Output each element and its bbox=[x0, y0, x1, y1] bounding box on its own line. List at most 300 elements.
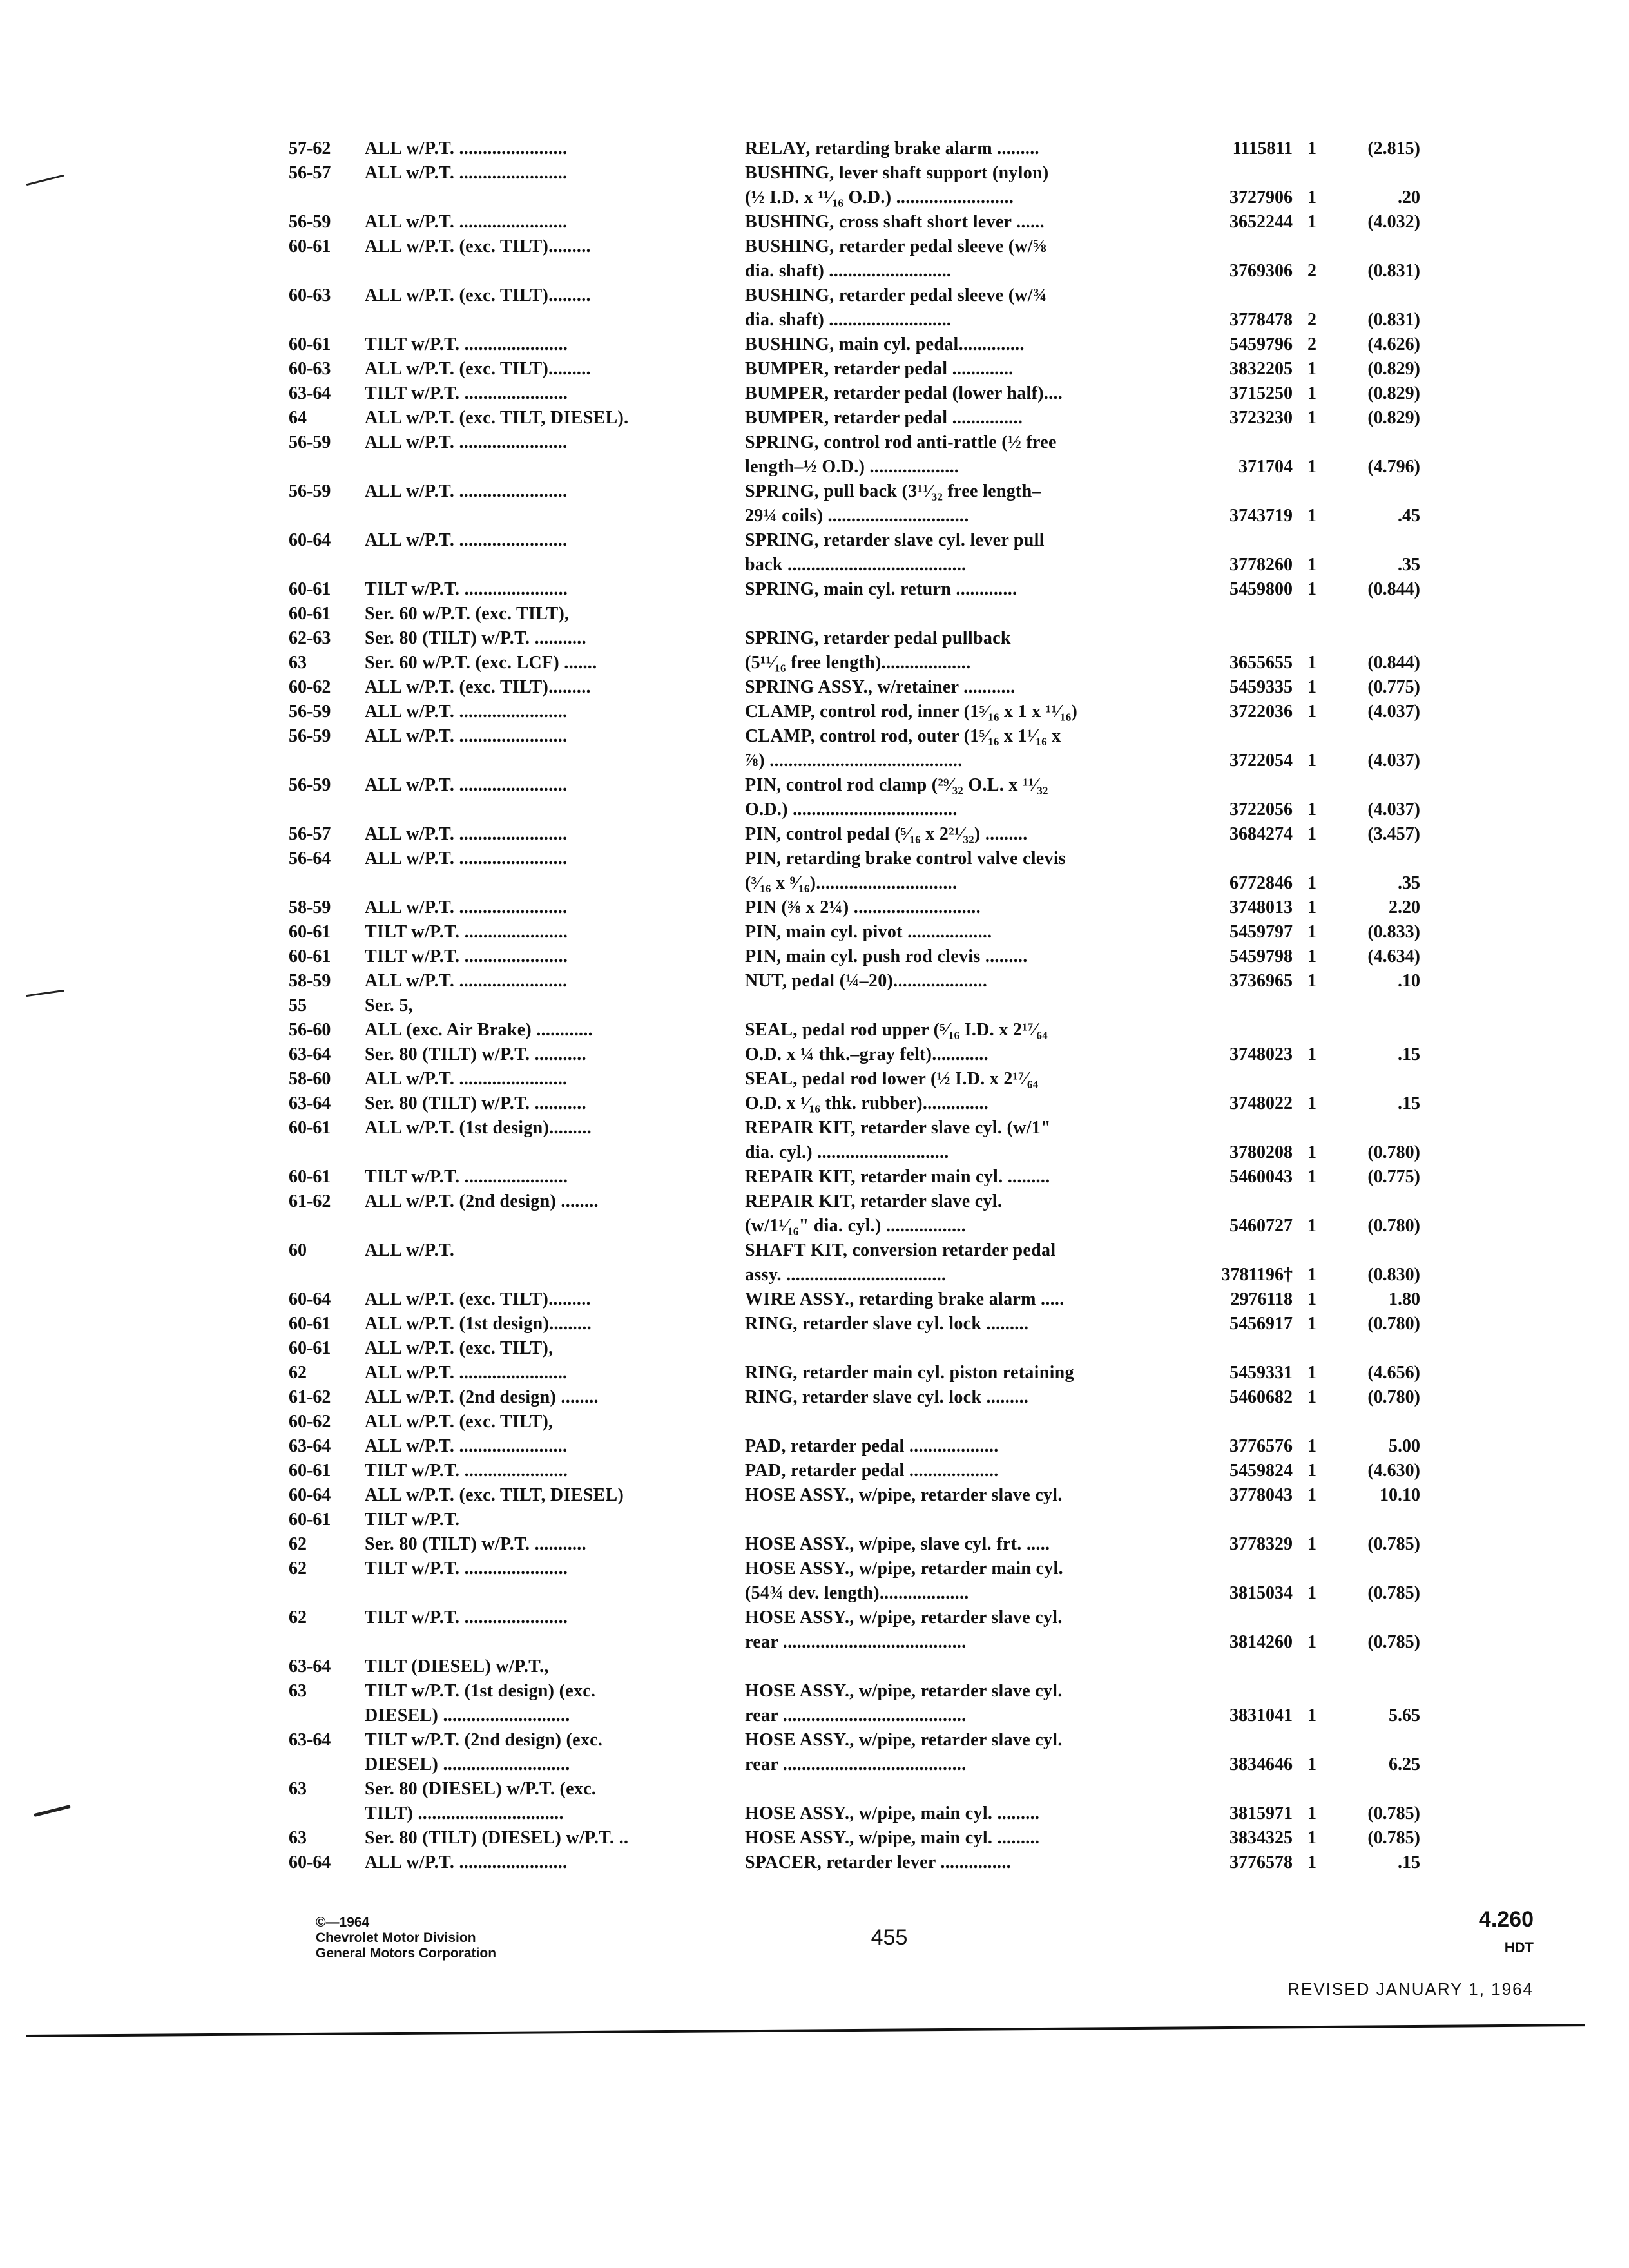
year-range: 62 bbox=[289, 1559, 307, 1579]
parts-row bbox=[289, 137, 1423, 161]
part-description: assy. .................................. bbox=[745, 1265, 947, 1285]
group-or-price: (0.780) bbox=[1367, 1216, 1420, 1236]
parts-row bbox=[289, 945, 1423, 969]
part-number: 3780208 bbox=[1229, 1142, 1293, 1162]
part-description: rear ....................................... bbox=[745, 1754, 967, 1774]
part-number: 1115811 bbox=[1232, 139, 1293, 159]
model-application: ALL w/P.T. (exc. TILT)......... bbox=[365, 677, 591, 697]
part-description: RING, retarder slave cyl. lock ......... bbox=[745, 1387, 1029, 1407]
year-range: 56-59 bbox=[289, 432, 331, 452]
parts-row-line bbox=[289, 920, 1423, 945]
parts-row bbox=[289, 1410, 1423, 1459]
parts-row bbox=[289, 1483, 1423, 1508]
parts-row bbox=[289, 602, 1423, 675]
model-application: ALL w/P.T. ....................... bbox=[365, 775, 568, 795]
parts-row bbox=[289, 284, 1423, 332]
parts-row-line bbox=[289, 1312, 1423, 1336]
parts-row-line bbox=[289, 1043, 1423, 1067]
model-application: TILT w/P.T. ...................... bbox=[365, 947, 568, 966]
year-range: 62 bbox=[289, 1363, 307, 1383]
scan-mark bbox=[26, 175, 64, 186]
quantity: 1 bbox=[1307, 824, 1316, 844]
parts-row bbox=[289, 235, 1423, 284]
quantity: 1 bbox=[1307, 702, 1316, 722]
quantity: 1 bbox=[1307, 1828, 1316, 1848]
model-application: TILT w/P.T. ...................... bbox=[365, 1461, 568, 1481]
model-application: ALL w/P.T. ....................... bbox=[365, 898, 568, 918]
parts-row-line bbox=[289, 1655, 1423, 1679]
section-number: 4.260 bbox=[1478, 1907, 1534, 1932]
group-or-price: .45 bbox=[1398, 506, 1420, 526]
part-number: 3815034 bbox=[1229, 1583, 1293, 1603]
model-application: ALL w/P.T. bbox=[365, 1240, 455, 1260]
parts-row-line bbox=[289, 822, 1423, 847]
quantity: 1 bbox=[1307, 1363, 1316, 1383]
page-number: 455 bbox=[871, 1925, 908, 1950]
parts-row bbox=[289, 994, 1423, 1067]
year-range: 60-61 bbox=[289, 1461, 331, 1481]
part-number: 3778260 bbox=[1229, 555, 1293, 575]
part-number: 5459824 bbox=[1229, 1461, 1293, 1481]
part-number: 3748013 bbox=[1229, 898, 1293, 918]
quantity: 1 bbox=[1307, 1142, 1316, 1162]
quantity: 1 bbox=[1307, 359, 1316, 379]
parts-row-line bbox=[289, 1410, 1423, 1434]
group-or-price: (0.775) bbox=[1367, 677, 1420, 697]
part-description: rear ....................................... bbox=[745, 1706, 967, 1725]
year-range: 60-61 bbox=[289, 922, 331, 942]
group-or-price: (0.833) bbox=[1367, 922, 1420, 942]
parts-row bbox=[289, 1067, 1423, 1116]
model-application: ALL w/P.T. ....................... bbox=[365, 530, 568, 550]
year-range: 63-64 bbox=[289, 1436, 331, 1456]
quantity: 1 bbox=[1307, 1852, 1316, 1872]
year-range: 62-63 bbox=[289, 628, 331, 648]
group-or-price: (4.032) bbox=[1367, 212, 1420, 232]
parts-row-line bbox=[289, 381, 1423, 406]
part-description: CLAMP, control rod, outer (1⁵⁄₁₆ x 1¹⁄₁₆ x bbox=[745, 726, 1061, 746]
model-application: ALL w/P.T. (1st design)......... bbox=[365, 1118, 592, 1138]
parts-row bbox=[289, 1116, 1423, 1165]
part-description: O.D. x ¹⁄₁₆ thk. rubber).............. bbox=[745, 1093, 989, 1113]
parts-row bbox=[289, 700, 1423, 724]
part-description: SPACER, retarder lever ............... bbox=[745, 1852, 1011, 1872]
parts-row-line bbox=[289, 1067, 1423, 1091]
model-application: ALL w/P.T. (2nd design) ........ bbox=[365, 1191, 599, 1211]
parts-row-line bbox=[289, 675, 1423, 700]
parts-row-line bbox=[289, 259, 1423, 284]
part-description: REPAIR KIT, retarder slave cyl. (w/1" bbox=[745, 1118, 1051, 1138]
model-application: TILT w/P.T. ...................... bbox=[365, 334, 568, 354]
model-application: Ser. 80 (TILT) w/P.T. ........... bbox=[365, 1093, 586, 1113]
model-application: ALL w/P.T. ....................... bbox=[365, 1436, 568, 1456]
parts-row-line bbox=[289, 1238, 1423, 1263]
part-number: 6772846 bbox=[1229, 873, 1293, 893]
part-description: BUMPER, retarder pedal ............. bbox=[745, 359, 1014, 379]
group-or-price: (0.831) bbox=[1367, 261, 1420, 281]
model-application: ALL w/P.T. (exc. TILT, DIESEL) bbox=[365, 1485, 624, 1505]
model-application: ALL w/P.T. ....................... bbox=[365, 849, 568, 869]
parts-row-line bbox=[289, 945, 1423, 969]
group-or-price: (0.829) bbox=[1367, 383, 1420, 403]
parts-row-line bbox=[289, 1116, 1423, 1140]
part-description: SEAL, pedal rod upper (⁵⁄₁₆ I.D. x 2¹⁷⁄₆₄ bbox=[745, 1020, 1048, 1040]
parts-row-line bbox=[289, 1483, 1423, 1508]
parts-row-line bbox=[289, 773, 1423, 798]
part-description: SPRING, main cyl. return ............. bbox=[745, 579, 1017, 599]
parts-row-line bbox=[289, 553, 1423, 577]
group-or-price: 5.00 bbox=[1389, 1436, 1420, 1456]
part-description: (54¾ dev. length)................... bbox=[745, 1583, 969, 1603]
year-range: 56-59 bbox=[289, 212, 331, 232]
year-range: 63-64 bbox=[289, 1657, 331, 1677]
scan-mark bbox=[26, 990, 64, 997]
parts-row-line bbox=[289, 1826, 1423, 1850]
quantity: 1 bbox=[1307, 1093, 1316, 1113]
part-description: dia. shaft) .......................... bbox=[745, 310, 952, 330]
group-or-price: 10.10 bbox=[1380, 1485, 1420, 1505]
parts-row-line bbox=[289, 1385, 1423, 1410]
model-application: DIESEL) ........................... bbox=[365, 1754, 570, 1774]
part-number: 3781196† bbox=[1221, 1265, 1293, 1285]
year-range: 60-61 bbox=[289, 236, 331, 256]
model-application: TILT w/P.T. ...................... bbox=[365, 579, 568, 599]
part-number: 2976118 bbox=[1230, 1289, 1293, 1309]
part-description: RING, retarder slave cyl. lock ......... bbox=[745, 1314, 1029, 1334]
parts-row bbox=[289, 430, 1423, 479]
parts-row bbox=[289, 161, 1423, 210]
group-or-price: (4.656) bbox=[1367, 1363, 1420, 1383]
part-description: (5¹¹⁄₁₆ free length)................... bbox=[745, 653, 971, 673]
parts-row-line bbox=[289, 1630, 1423, 1655]
model-application: TILT w/P.T. ...................... bbox=[365, 922, 568, 942]
parts-row-line bbox=[289, 1434, 1423, 1459]
part-number: 3723230 bbox=[1229, 408, 1293, 428]
parts-row bbox=[289, 577, 1423, 602]
part-number: 3722056 bbox=[1229, 800, 1293, 820]
group-or-price: (2.815) bbox=[1367, 139, 1420, 159]
quantity: 1 bbox=[1307, 751, 1316, 771]
year-range: 56-64 bbox=[289, 849, 331, 869]
parts-row-line bbox=[289, 406, 1423, 430]
quantity: 1 bbox=[1307, 187, 1316, 207]
parts-row-line bbox=[289, 871, 1423, 896]
parts-row-line bbox=[289, 1557, 1423, 1581]
parts-row-line bbox=[289, 1753, 1423, 1777]
parts-row bbox=[289, 1385, 1423, 1410]
quantity: 1 bbox=[1307, 1583, 1316, 1603]
model-application: ALL w/P.T. (exc. TILT)......... bbox=[365, 1289, 591, 1309]
quantity: 1 bbox=[1307, 947, 1316, 966]
part-description: O.D. x ¼ thk.–gray felt)............ bbox=[745, 1044, 988, 1064]
part-number: 3778329 bbox=[1229, 1534, 1293, 1554]
parts-row-line bbox=[289, 430, 1423, 455]
parts-row-line bbox=[289, 1091, 1423, 1116]
part-description: BUMPER, retarder pedal (lower half).... bbox=[745, 383, 1063, 403]
year-range: 60-64 bbox=[289, 1289, 331, 1309]
model-application: ALL w/P.T. (2nd design) ........ bbox=[365, 1387, 599, 1407]
quantity: 1 bbox=[1307, 873, 1316, 893]
quantity: 1 bbox=[1307, 971, 1316, 991]
part-description: PAD, retarder pedal ................... bbox=[745, 1436, 999, 1456]
model-application: ALL w/P.T. ....................... bbox=[365, 163, 568, 183]
model-application: TILT w/P.T. ...................... bbox=[365, 1559, 568, 1579]
quantity: 2 bbox=[1307, 334, 1316, 354]
parts-row-line bbox=[289, 504, 1423, 528]
part-number: 3834646 bbox=[1229, 1754, 1293, 1774]
group-or-price: (4.630) bbox=[1367, 1461, 1420, 1481]
year-range: 64 bbox=[289, 408, 307, 428]
parts-row-line bbox=[289, 455, 1423, 479]
quantity: 1 bbox=[1307, 1289, 1316, 1309]
parts-row-line bbox=[289, 847, 1423, 871]
parts-row-line bbox=[289, 308, 1423, 332]
part-description: 29¼ coils) .............................. bbox=[745, 506, 969, 526]
part-number: 371704 bbox=[1239, 457, 1293, 477]
model-application: TILT w/P.T. ...................... bbox=[365, 1608, 568, 1628]
model-application: ALL (exc. Air Brake) ............ bbox=[365, 1020, 593, 1040]
part-description: (³⁄₁₆ x ⁹⁄₁₆).............................. bbox=[745, 873, 958, 893]
part-number: 5460727 bbox=[1229, 1216, 1293, 1236]
part-description: PAD, retarder pedal ................... bbox=[745, 1461, 999, 1481]
part-number: 3736965 bbox=[1229, 971, 1293, 991]
year-range: 63 bbox=[289, 1779, 307, 1799]
parts-row-line bbox=[289, 700, 1423, 724]
quantity: 1 bbox=[1307, 1436, 1316, 1456]
year-range: 60-61 bbox=[289, 579, 331, 599]
group-or-price: .35 bbox=[1398, 873, 1420, 893]
part-number: 5460043 bbox=[1229, 1167, 1293, 1187]
year-range: 60-61 bbox=[289, 1118, 331, 1138]
part-number: 3778478 bbox=[1229, 310, 1293, 330]
group-or-price: 1.80 bbox=[1389, 1289, 1420, 1309]
parts-list bbox=[289, 137, 1423, 1875]
parts-row-line bbox=[289, 969, 1423, 994]
year-range: 63 bbox=[289, 653, 307, 673]
part-description: HOSE ASSY., w/pipe, main cyl. ......... bbox=[745, 1828, 1040, 1848]
parts-row-line bbox=[289, 651, 1423, 675]
part-number: 3684274 bbox=[1229, 824, 1293, 844]
group-or-price: (0.829) bbox=[1367, 408, 1420, 428]
part-description: rear ....................................... bbox=[745, 1632, 967, 1652]
parts-row bbox=[289, 1238, 1423, 1287]
group-or-price: .10 bbox=[1398, 971, 1420, 991]
parts-row-line bbox=[289, 1189, 1423, 1214]
group-or-price: (0.775) bbox=[1367, 1167, 1420, 1187]
model-application: ALL w/P.T. ....................... bbox=[365, 1069, 568, 1089]
parts-row-line bbox=[289, 137, 1423, 161]
model-application: ALL w/P.T. ....................... bbox=[365, 702, 568, 722]
part-number: 5459796 bbox=[1229, 334, 1293, 354]
parts-row bbox=[289, 675, 1423, 700]
part-number: 3655655 bbox=[1229, 653, 1293, 673]
part-description: ⅞) ......................................... bbox=[745, 751, 963, 771]
year-range: 63-64 bbox=[289, 1093, 331, 1113]
part-description: RING, retarder main cyl. piston retaining bbox=[745, 1363, 1074, 1383]
parts-row bbox=[289, 406, 1423, 430]
part-description: PIN, main cyl. pivot .................. bbox=[745, 922, 992, 942]
parts-row-line bbox=[289, 528, 1423, 553]
parts-row bbox=[289, 332, 1423, 357]
parts-row bbox=[289, 1557, 1423, 1606]
group-or-price: .15 bbox=[1398, 1852, 1420, 1872]
part-number: 5459800 bbox=[1229, 579, 1293, 599]
year-range: 56-57 bbox=[289, 163, 331, 183]
corporation-name: General Motors Corporation bbox=[316, 1946, 497, 1961]
year-range: 60-64 bbox=[289, 1485, 331, 1505]
model-application: TILT w/P.T. ...................... bbox=[365, 383, 568, 403]
group-or-price: 6.25 bbox=[1389, 1754, 1420, 1774]
parts-row bbox=[289, 1336, 1423, 1385]
year-range: 56-59 bbox=[289, 481, 331, 501]
model-application: ALL w/P.T. ....................... bbox=[365, 971, 568, 991]
parts-row-line bbox=[289, 332, 1423, 357]
year-range: 57-62 bbox=[289, 139, 331, 159]
part-number: 3769306 bbox=[1229, 261, 1293, 281]
part-number: 3727906 bbox=[1229, 187, 1293, 207]
part-description: O.D.) ................................... bbox=[745, 800, 958, 820]
parts-row-line bbox=[289, 1777, 1423, 1802]
model-application: ALL w/P.T. ....................... bbox=[365, 1852, 568, 1872]
part-description: SEAL, pedal rod lower (½ I.D. x 2¹⁷⁄₆₄ bbox=[745, 1069, 1039, 1089]
quantity: 1 bbox=[1307, 139, 1316, 159]
parts-row bbox=[289, 210, 1423, 235]
group-or-price: (4.796) bbox=[1367, 457, 1420, 477]
parts-row bbox=[289, 1459, 1423, 1483]
part-number: 3652244 bbox=[1229, 212, 1293, 232]
quantity: 1 bbox=[1307, 1461, 1316, 1481]
quantity: 1 bbox=[1307, 506, 1316, 526]
year-range: 56-57 bbox=[289, 824, 331, 844]
part-description: PIN, control rod clamp (²⁹⁄₃₂ O.L. x ¹¹⁄₃₂ bbox=[745, 775, 1048, 795]
model-application: ALL w/P.T. (exc. TILT), bbox=[365, 1338, 554, 1358]
model-application: Ser. 60 w/P.T. (exc. LCF) ....... bbox=[365, 653, 597, 673]
model-application: Ser. 80 (DIESEL) w/P.T. (exc. bbox=[365, 1779, 597, 1799]
year-range: 63 bbox=[289, 1828, 307, 1848]
parts-row-line bbox=[289, 1336, 1423, 1361]
part-number: 5459798 bbox=[1229, 947, 1293, 966]
quantity: 1 bbox=[1307, 800, 1316, 820]
parts-row-line bbox=[289, 1606, 1423, 1630]
part-description: length–½ O.D.) ................... bbox=[745, 457, 959, 477]
year-range: 60-64 bbox=[289, 1852, 331, 1872]
parts-row-line bbox=[289, 1532, 1423, 1557]
year-range: 61-62 bbox=[289, 1387, 331, 1407]
quantity: 1 bbox=[1307, 212, 1316, 232]
group-or-price: 5.65 bbox=[1389, 1706, 1420, 1725]
part-number: 3722054 bbox=[1229, 751, 1293, 771]
part-number: 3832205 bbox=[1229, 359, 1293, 379]
group-or-price: (0.785) bbox=[1367, 1534, 1420, 1554]
part-number: 3748022 bbox=[1229, 1093, 1293, 1113]
part-number: 3743719 bbox=[1229, 506, 1293, 526]
group-or-price: (0.780) bbox=[1367, 1142, 1420, 1162]
parts-row-line bbox=[289, 235, 1423, 259]
group-or-price: (4.634) bbox=[1367, 947, 1420, 966]
quantity: 1 bbox=[1307, 1216, 1316, 1236]
parts-row bbox=[289, 357, 1423, 381]
year-range: 58-59 bbox=[289, 898, 331, 918]
year-range: 60-64 bbox=[289, 530, 331, 550]
publisher-block bbox=[316, 1915, 496, 1961]
model-application: ALL w/P.T. ....................... bbox=[365, 1363, 568, 1383]
part-number: 3815971 bbox=[1229, 1803, 1293, 1823]
model-application: Ser. 80 (TILT) w/P.T. ........... bbox=[365, 1534, 586, 1554]
parts-row-line bbox=[289, 626, 1423, 651]
quantity: 1 bbox=[1307, 898, 1316, 918]
parts-row-line bbox=[289, 1679, 1423, 1704]
parts-row-line bbox=[289, 1508, 1423, 1532]
part-description: back ...................................... bbox=[745, 555, 967, 575]
parts-row bbox=[289, 1826, 1423, 1850]
part-description: BUSHING, retarder pedal sleeve (w/¾ bbox=[745, 285, 1047, 305]
quantity: 1 bbox=[1307, 922, 1316, 942]
group-or-price: .35 bbox=[1398, 555, 1420, 575]
parts-row bbox=[289, 1508, 1423, 1557]
group-or-price: (4.037) bbox=[1367, 800, 1420, 820]
parts-row-line bbox=[289, 357, 1423, 381]
parts-row-line bbox=[289, 1361, 1423, 1385]
quantity: 1 bbox=[1307, 1387, 1316, 1407]
model-application: ALL w/P.T. ....................... bbox=[365, 432, 568, 452]
year-range: 56-59 bbox=[289, 726, 331, 746]
group-or-price: .15 bbox=[1398, 1044, 1420, 1064]
part-description: HOSE ASSY., w/pipe, retarder slave cyl. bbox=[745, 1485, 1063, 1505]
year-range: 56-59 bbox=[289, 702, 331, 722]
group-or-price: (0.785) bbox=[1367, 1632, 1420, 1652]
part-description: HOSE ASSY., w/pipe, slave cyl. frt. ..... bbox=[745, 1534, 1050, 1554]
quantity: 2 bbox=[1307, 261, 1316, 281]
group-or-price: 2.20 bbox=[1389, 898, 1420, 918]
year-range: 60-61 bbox=[289, 1314, 331, 1334]
part-description: SPRING, pull back (3¹¹⁄₃₂ free length– bbox=[745, 481, 1041, 501]
quantity: 1 bbox=[1307, 555, 1316, 575]
parts-row bbox=[289, 1606, 1423, 1655]
part-number: 3834325 bbox=[1229, 1828, 1293, 1848]
parts-row-line bbox=[289, 896, 1423, 920]
model-application: ALL w/P.T. (1st design)......... bbox=[365, 1314, 592, 1334]
part-description: HOSE ASSY., w/pipe, retarder slave cyl. bbox=[745, 1608, 1063, 1628]
parts-row-line bbox=[289, 1802, 1423, 1826]
model-application: ALL w/P.T. (exc. TILT)......... bbox=[365, 359, 591, 379]
parts-row bbox=[289, 822, 1423, 847]
part-description: PIN, control pedal (⁵⁄₁₆ x 2²¹⁄₃₂) ......... bbox=[745, 824, 1028, 844]
group-or-price: (3.457) bbox=[1367, 824, 1420, 844]
model-application: ALL w/P.T. ....................... bbox=[365, 481, 568, 501]
group-or-price: (0.844) bbox=[1367, 579, 1420, 599]
part-description: dia. cyl.) ............................ bbox=[745, 1142, 949, 1162]
year-range: 60-61 bbox=[289, 1167, 331, 1187]
part-description: CLAMP, control rod, inner (1⁵⁄₁₆ x 1 x ¹¹⁄₁₆) bbox=[745, 702, 1078, 722]
parts-row-line bbox=[289, 749, 1423, 773]
year-range: 63-64 bbox=[289, 1044, 331, 1064]
quantity: 1 bbox=[1307, 408, 1316, 428]
part-description: BUSHING, lever shaft support (nylon) bbox=[745, 163, 1049, 183]
group-or-price: (4.037) bbox=[1367, 702, 1420, 722]
part-description: WIRE ASSY., retarding brake alarm ..... bbox=[745, 1289, 1065, 1309]
parts-row-line bbox=[289, 1165, 1423, 1189]
parts-row-line bbox=[289, 798, 1423, 822]
quantity: 1 bbox=[1307, 1314, 1316, 1334]
part-description: RELAY, retarding brake alarm ......... bbox=[745, 139, 1039, 159]
part-description: HOSE ASSY., w/pipe, main cyl. ......... bbox=[745, 1803, 1040, 1823]
part-number: 3814260 bbox=[1229, 1632, 1293, 1652]
bottom-rule bbox=[26, 2024, 1585, 2037]
quantity: 2 bbox=[1307, 310, 1316, 330]
parts-row bbox=[289, 1312, 1423, 1336]
division-name: Chevrolet Motor Division bbox=[316, 1930, 476, 1945]
model-application: TILT w/P.T. bbox=[365, 1510, 460, 1530]
